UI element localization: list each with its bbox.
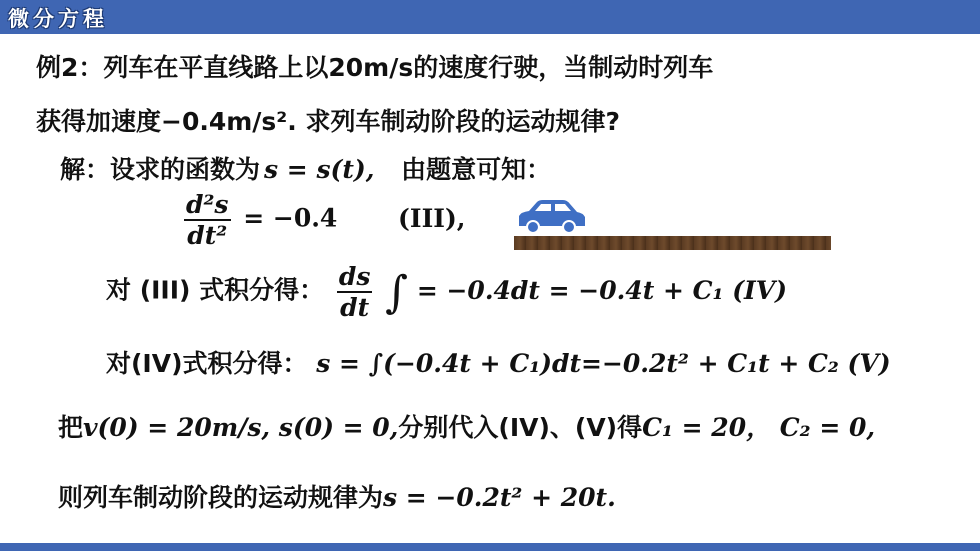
- first-derivative-fraction: [337, 262, 373, 322]
- step-1-equation: [333, 262, 787, 322]
- intro-label: 解：设求的函数为: [60, 155, 261, 184]
- step-1-label: 对 (III) 式积分得：: [106, 275, 325, 305]
- intro-equation: s = s(t),: [264, 155, 375, 184]
- road-track: [514, 236, 831, 250]
- fraction-numerator: ds: [338, 262, 371, 291]
- fraction-denominator: dt²: [187, 221, 228, 250]
- result-equation: s = −0.2t² + 20t.: [383, 483, 616, 512]
- equation-III-tag: (III),: [398, 203, 466, 233]
- fraction-denominator: dt: [340, 293, 370, 322]
- footer-bar: [0, 543, 980, 551]
- solution-intro: [60, 150, 551, 186]
- result: [58, 478, 616, 514]
- header-title: 微分方程: [8, 7, 108, 31]
- step-2-equation: s = ∫(−0.4t + C₁)dt=−0.2t² + C₁t + C₂ (V): [316, 349, 891, 378]
- conditions-middle: 分别代入(IV)、(V)得: [398, 413, 643, 442]
- equation-III: [180, 190, 466, 250]
- conditions-result: C₁ = 20， C₂ = 0,: [642, 413, 876, 442]
- step-2-label: 对(IV)式积分得：: [106, 349, 308, 378]
- car-icon: [515, 198, 587, 234]
- example-line-2: 获得加速度−0.4m/s². 求列车制动阶段的运动规律?: [36, 107, 620, 136]
- intro-tail: 由题意可知：: [401, 155, 552, 184]
- step-1: [106, 262, 787, 322]
- conditions-label: 把: [58, 413, 84, 442]
- step-1-rhs: = −0.4dt = −0.4t + C₁ (IV): [416, 275, 787, 305]
- integral-sign: ∫: [385, 266, 409, 318]
- second-derivative-fraction: [184, 190, 231, 250]
- conditions: [58, 408, 875, 444]
- header-bar: [0, 0, 980, 34]
- step-2: [106, 344, 891, 380]
- result-label: 则列车制动阶段的运动规律为: [58, 483, 384, 512]
- example-line-1: 例2：列车在平直线路上以20m/s的速度行驶，当制动时列车: [36, 53, 714, 82]
- fraction-numerator: d²s: [186, 190, 229, 219]
- equation-III-rhs: = −0.4: [243, 203, 338, 233]
- conditions-equation: v(0) = 20m/s, s(0) = 0,: [83, 413, 399, 442]
